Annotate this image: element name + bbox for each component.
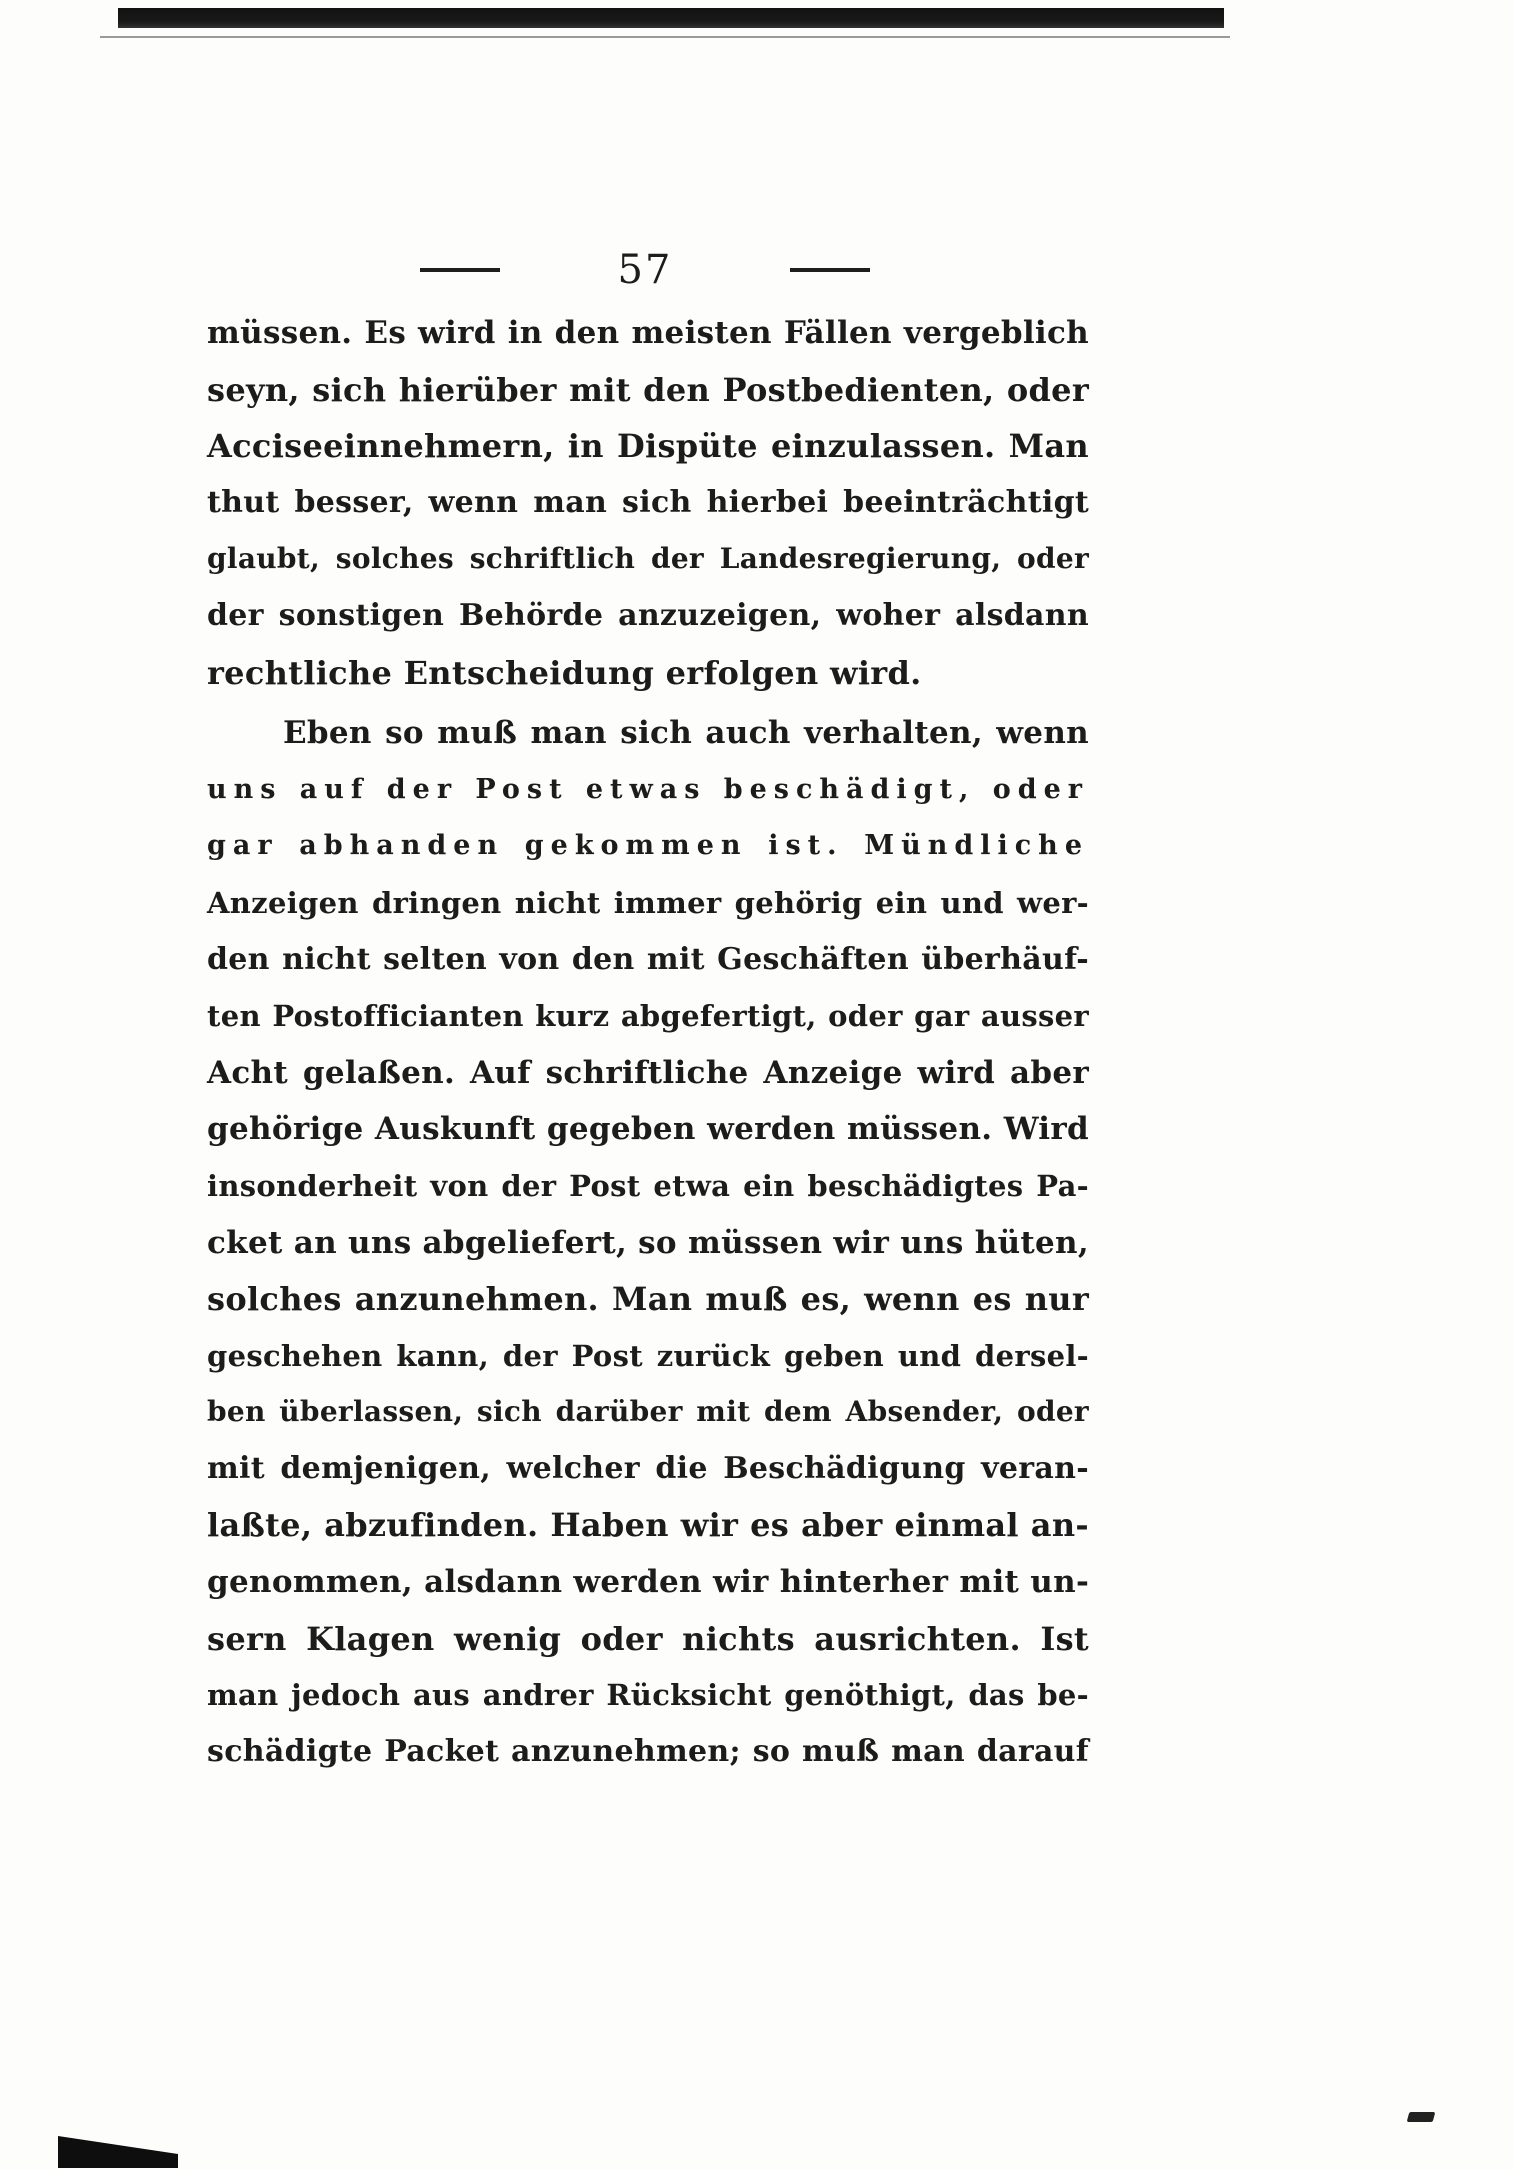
text-line: ben überlassen, sich darüber mit dem Absender, oder (207, 1395, 1089, 1429)
paragraph-2 (207, 705, 1089, 1780)
text-line: Acciseeinnehmern, in Dispüte einzulassen. Man (207, 427, 1089, 466)
text-line: insonderheit von der Post etwa ein beschädigtes Pa- (207, 1168, 1089, 1203)
text-line: seyn, sich hierüber mit den Postbedienten, oder (207, 370, 1089, 409)
text-line: rechtliche Entscheidung erfolgen wird. (207, 653, 922, 692)
text-line: den nicht selten von den mit Geschäften überhäuf- (207, 941, 1089, 977)
header-dash-left (420, 268, 500, 272)
scan-speck (1407, 2112, 1436, 2122)
text-line: laßte, abzufinden. Haben wir es aber einmal an- (207, 1506, 1089, 1545)
text-line: gehörige Auskunft gegeben werden müssen. Wird (207, 1111, 1089, 1148)
text-line: Acht gelaßen. Auf schriftliche Anzeige wird aber (207, 1054, 1089, 1091)
scan-rule-line (100, 36, 1230, 38)
text-line: genommen, alsdann werden wir hinterher mit un- (207, 1564, 1090, 1601)
text-line: schädigte Packet anzunehmen; so muß man darauf (207, 1733, 1089, 1769)
text-line: man jedoch aus andrer Rücksicht genöthigt, das be- (207, 1678, 1089, 1713)
text-line: der sonstigen Behörde anzuzeigen, woher alsdann (207, 597, 1089, 633)
text-line: gar abhanden gekommen ist. Mündliche (207, 830, 1089, 862)
text-line: mit demjenigen, welcher die Beschädigung veran- (207, 1450, 1089, 1486)
running-header (420, 240, 870, 300)
text-line: Anzeigen dringen nicht immer gehörig ein und wer- (207, 885, 1089, 920)
scan-edge-shadow (118, 8, 1224, 28)
header-dash-right (790, 268, 870, 272)
text-line: glaubt, solches schriftlich der Landesregierung, oder (207, 542, 1089, 576)
scan-corner-shadow (58, 2136, 178, 2168)
body-text (207, 305, 1089, 1780)
text-line: thut besser, wenn man sich hierbei beeinträchtigt (207, 484, 1089, 520)
text-line: uns auf der Post etwas beschädigt, oder (207, 773, 1089, 805)
text-line: sern Klagen wenig oder nichts ausrichten. Ist (207, 1619, 1089, 1658)
text-line: müssen. Es wird in den meisten Fällen vergeblich (207, 315, 1089, 351)
text-line: cket an uns abgeliefert, so müssen wir uns hüten, (207, 1224, 1089, 1261)
page-number: 57 (617, 247, 673, 293)
text-line: Eben so muß man sich auch verhalten, wenn (283, 715, 1089, 752)
paragraph-1 (207, 305, 1089, 701)
text-line: solches anzunehmen. Man muß es, wenn es nur (207, 1280, 1089, 1319)
text-line: ten Postofficianten kurz abgefertigt, oder gar ausser (207, 999, 1089, 1034)
text-line: geschehen kann, der Post zurück geben und dersel- (207, 1338, 1089, 1373)
